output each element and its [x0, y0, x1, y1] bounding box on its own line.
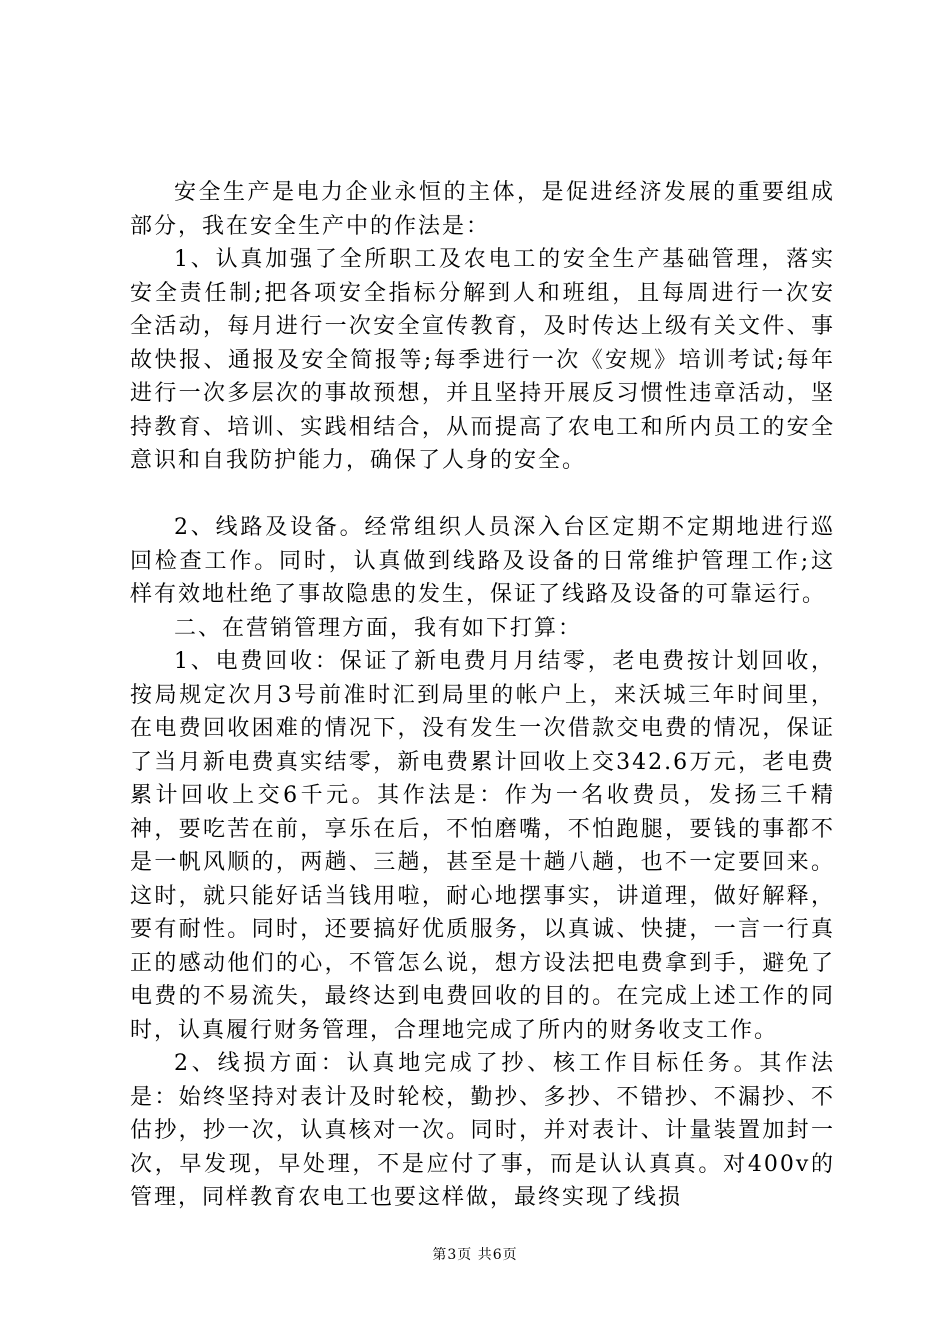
paragraph-safety-item-1: 1、认真加强了全所职工及农电工的安全生产基础管理，落实安全责任制;把各项安全指标分解到人和班组，且每周进行一次安全活动，每月进行一次安全宣传教育，及时传达上级有关文件、事故快报、通报及安全简报等;每季进行一次《安规》培训考试;每年进行一次多层次的事故预想，并且坚持开展反习惯性违章活动，坚持教育、培训、实践相结合，从而提高了农电工和所内员工的安全意识和自我防护能力，确保了人身的安全。	[130, 247, 835, 473]
paragraph-marketing-heading: 二、在营销管理方面，我有如下打算：	[174, 615, 583, 641]
paragraph-marketing-item-2: 2、线损方面：认真地完成了抄、核工作目标任务。其作法是：始终坚持对表计及时轮校，勤抄、多抄、不错抄、不漏抄、不估抄，抄一次，认真核对一次。同时，并对表计、计量装置加封一次，早发现，早处理，不是应付了事，而是认认真真。对400v的管理，同样教育农电工也要这样做，最终实现了线损	[130, 1051, 835, 1210]
document-body	[130, 176, 835, 1215]
paragraph-safety-item-2: 2、线路及设备。经常组织人员深入台区定期不定期地进行巡回检查工作。同时，认真做到线路及设备的日常维护管理工作;这样有效地杜绝了事故隐患的发生，保证了线路及设备的可靠运行。	[130, 515, 835, 607]
page-footer: 第3页 共6页	[432, 1247, 518, 1263]
paragraph-safety-intro: 安全生产是电力企业永恒的主体，是促进经济发展的重要组成部分，我在安全生产中的作法是：	[130, 180, 835, 239]
paragraph-marketing-item-1: 1、电费回收：保证了新电费月月结零，老电费按计划回收，按局规定次月3号前准时汇到局里的帐户上，来沃城三年时间里，在电费回收困难的情况下，没有发生一次借款交电费的情况，保证了当月新电费真实结零，新电费累计回收上交342.6万元，老电费累计回收上交6千元。其作法是：作为一名收费员，发扬三千精神，要吃苦在前，享乐在后，不怕磨嘴，不怕跑腿，要钱的事都不是一帆风顺的，两趟、三趟，甚至是十趟八趟，也不一定要回来。这时，就只能好话当钱用啦，耐心地摆事实，讲道理，做好解释，要有耐性。同时，还要搞好优质服务，以真诚、快捷，一言一行真正的感动他们的心，不管怎么说，想方设法把电费拿到手，避免了电费的不易流失，最终达到电费回收的目的。在完成上述工作的同时，认真履行财务管理，合理地完成了所内的财务收支工作。	[130, 649, 835, 1043]
